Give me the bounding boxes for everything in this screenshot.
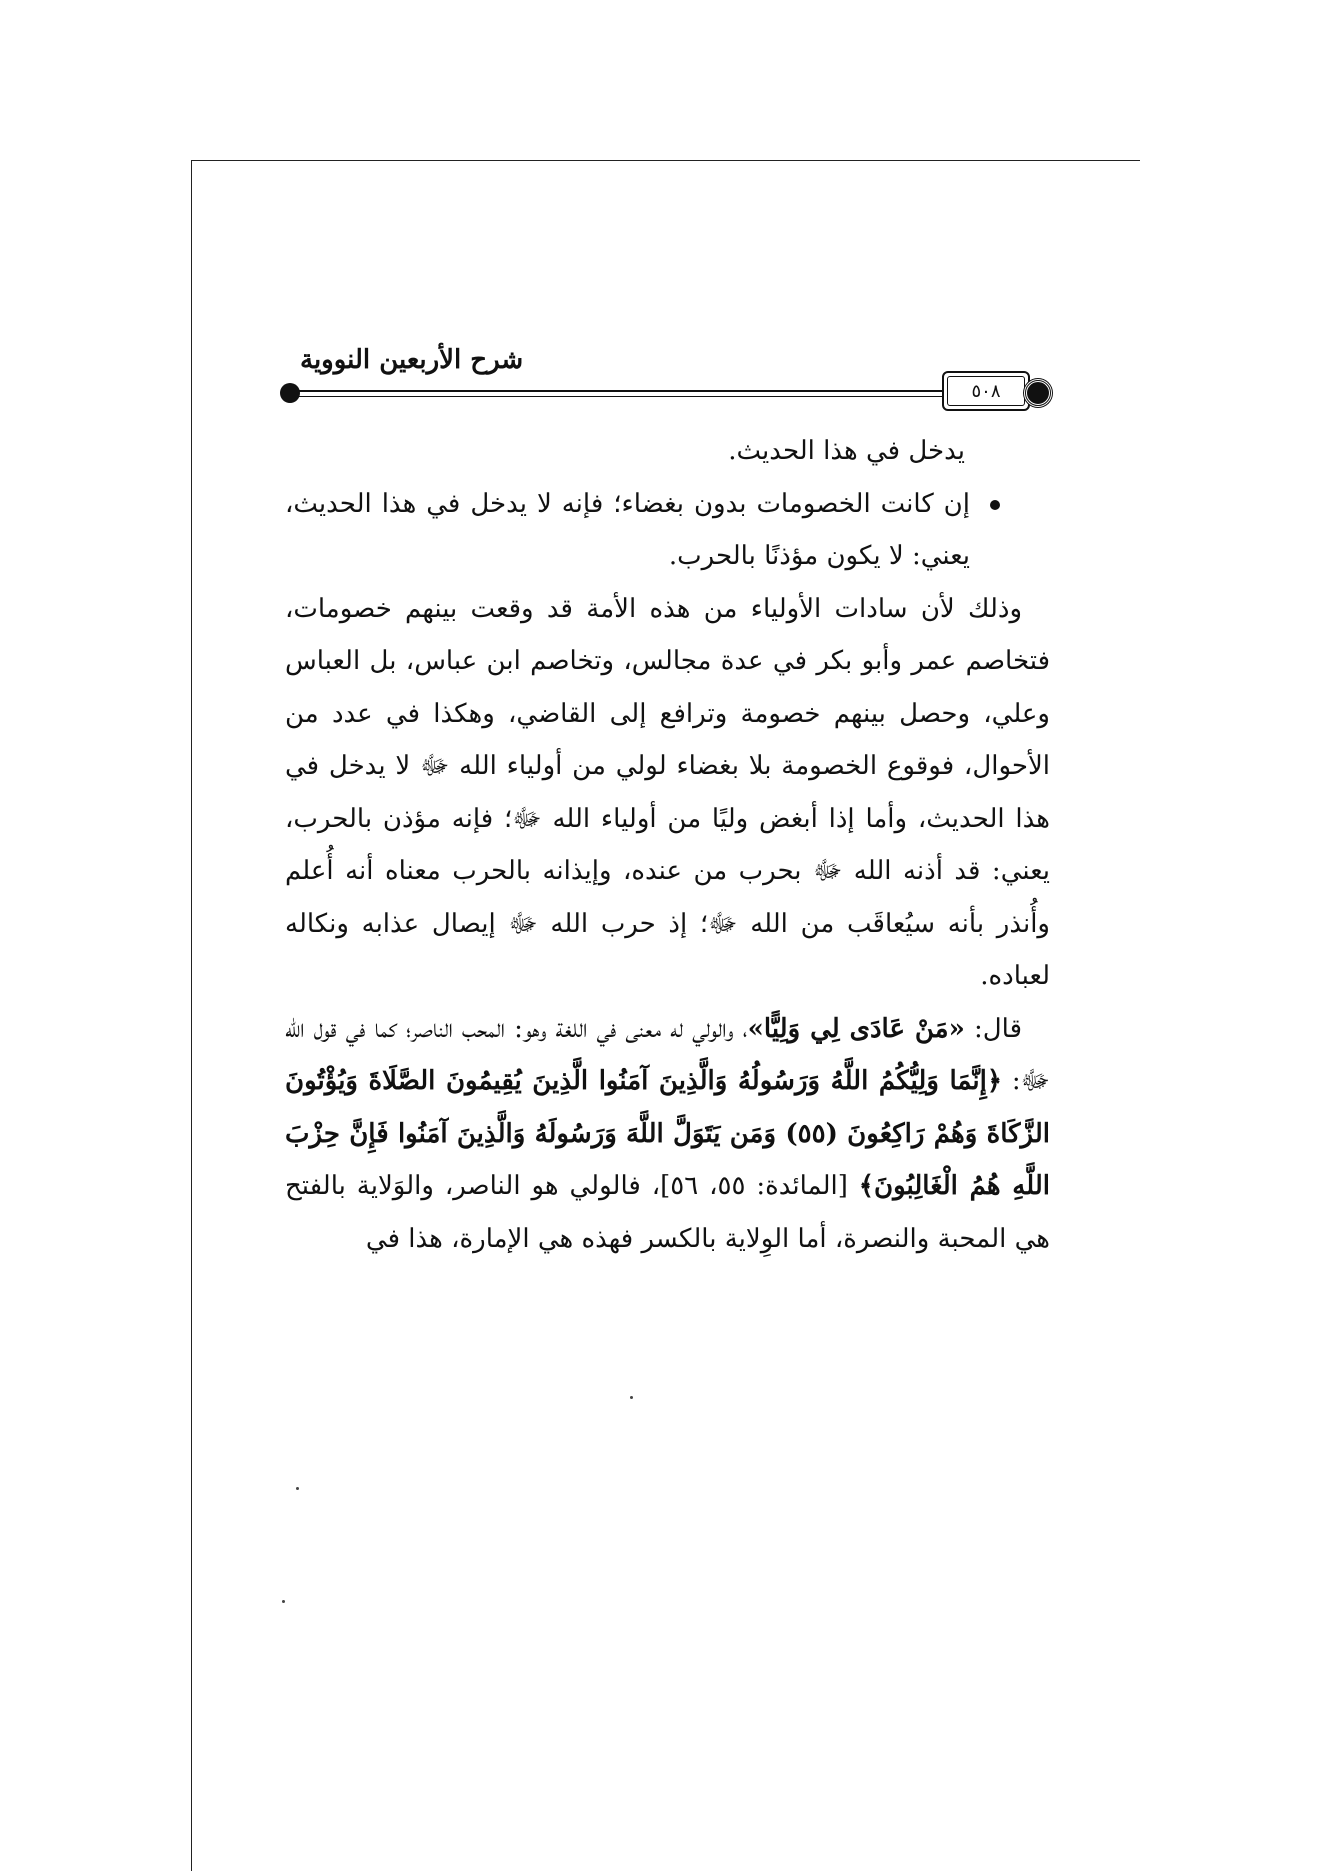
scan-speck <box>282 1600 285 1603</box>
header-dot-ornament <box>280 383 300 403</box>
paragraph-2-middle: ، والولي له معنى في اللغة وهو: المحب الناصر؛ كما في قول الله ﷻ: <box>285 1013 1050 1096</box>
page-frame-left <box>191 160 192 1871</box>
scan-speck <box>630 1396 633 1399</box>
page-frame-top <box>191 160 1140 161</box>
header-rule <box>290 390 942 392</box>
header-rule-thin <box>290 396 942 397</box>
bullet-text: إن كانت الخصومات بدون بغضاء؛ فإنه لا يدخل في هذا الحديث، يعني: لا يكون مؤذنًا بالحرب. <box>285 488 970 571</box>
page-header <box>280 345 1060 415</box>
page-body <box>285 425 1050 1265</box>
book-title: شرح الأربعين النووية <box>300 345 524 375</box>
paragraph-2 <box>285 1003 1050 1266</box>
hadith-quote: «مَنْ عَادَى لِي وَلِيًّا» <box>747 1013 965 1044</box>
scan-speck <box>296 1487 299 1490</box>
text-line-continuation: يدخل في هذا الحديث. <box>728 436 965 466</box>
paragraph-1: وذلك لأن سادات الأولياء من هذه الأمة قد وقعت بينهم خصومات، فتخاصم عمر وأبو بكر في عدة مجالس، وتخاصم ابن عباس، بل العباس وعلي، وحصل بينهم خصومة وترافع إلى القاضي، وهكذا في عدد من الأحوال، فوقوع الخصومة بلا بغضاء لولي من أولياء الله ﷻ لا يدخل في هذا الحديث، وأما إذا أبغض وليًا من أولياء الله ﷻ؛ فإنه مؤذن بالحرب، يعني: قد أذنه الله ﷻ بحرب من عنده، وإيذانه بالحرب معناه أنه أُعلم وأُنذر بأنه سيُعاقَب من الله ﷻ؛ إذ حرب الله ﷻ إيصال عذابه ونكاله لعباده. <box>285 593 1050 991</box>
paragraph-2-intro: قال: <box>964 1013 1023 1044</box>
paragraph-2-rest: [المائدة: ٥٥، ٥٦]، فالولي هو الناصر، والوَلاية بالفتح هي المحبة والنصرة، أما الوِلاية بالكسر فهذه هي الإمارة، هذا في <box>285 1171 1050 1254</box>
bullet-point <box>285 478 1050 583</box>
page-number-badge <box>942 371 1030 411</box>
bullet-icon <box>990 500 1000 510</box>
page-number: ٥٠٨ <box>971 380 1001 402</box>
badge-ornament-icon <box>1024 379 1052 407</box>
quran-verse: ﴿إِنَّمَا وَلِيُّكُمُ اللَّهُ وَرَسُولُهُ وَالَّذِينَ آمَنُوا الَّذِينَ يُقِيمُونَ الصَّلَاةَ وَيُؤْتُونَ الزَّكَاةَ وَهُمْ رَاكِعُونَ (٥٥) وَمَن يَتَوَلَّ اللَّهَ وَرَسُولَهُ وَالَّذِينَ آمَنُوا فَإِنَّ حِزْبَ اللَّهِ هُمُ الْغَالِبُونَ﴾ <box>285 1066 1051 1201</box>
